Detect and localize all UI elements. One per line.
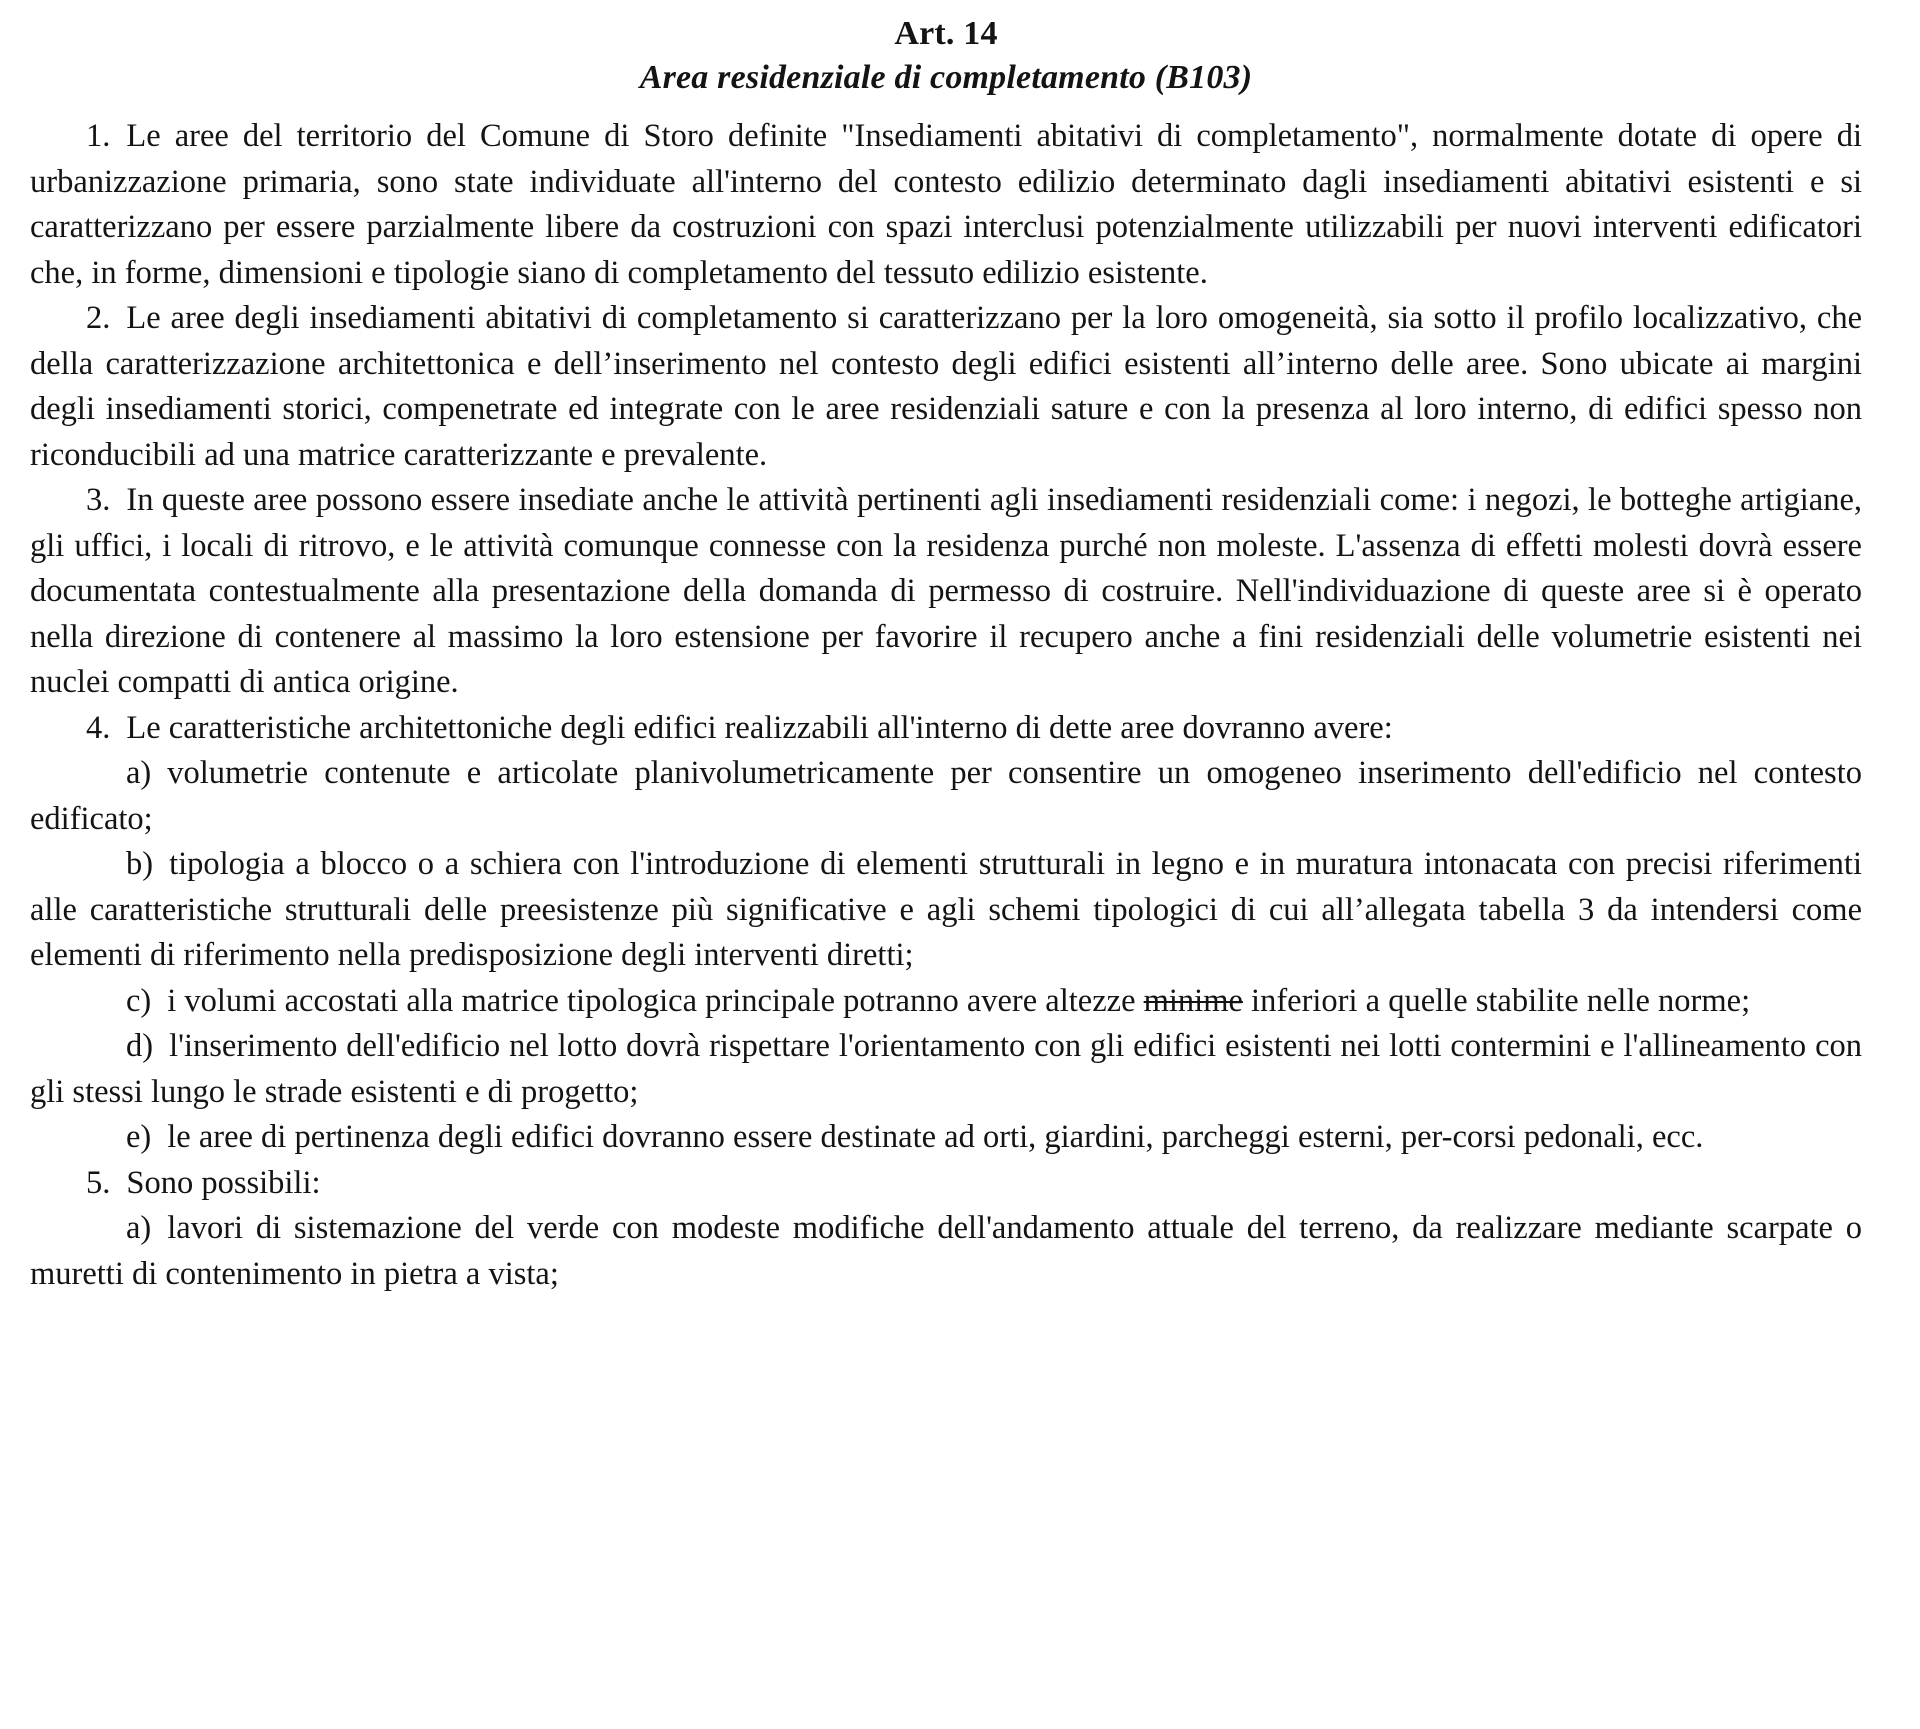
paragraph-clause-4-a xyxy=(30,751,1862,842)
paragraph-clause-4 xyxy=(30,706,1862,752)
paragraph-clause-5 xyxy=(30,1161,1862,1207)
struck-through-text: minime xyxy=(1143,982,1243,1019)
paragraph-clause-4-e xyxy=(30,1115,1862,1161)
paragraph-clause-1 xyxy=(30,114,1862,296)
paragraph-marker: b) xyxy=(126,846,154,883)
paragraph-text: tipologia a blocco o a schiera con l'introduzione di elementi strutturali in legno e in muratura intonacata con precisi riferimenti alle caratteristiche strutturali delle preesistenze più significative e agli schemi tipologici di cui all’allegata tabella 3 da intendersi come elementi di riferimento nella predisposizione degli interventi diretti; xyxy=(30,846,1862,974)
paragraph-text: volumetrie contenute e articolate planivolumetricamente per consentire un omogeneo inserimento dell'edificio nel contesto edificato; xyxy=(30,755,1862,837)
paragraph-clause-4-c xyxy=(30,979,1862,1025)
paragraph-text-before-strike: i volumi accostati alla matrice tipologica principale potranno avere altezze xyxy=(167,982,1144,1019)
paragraph-text: Le aree degli insediamenti abitativi di completamento si caratterizzano per la loro omogeneità, sia sotto il profilo localizzativo, che della caratterizzazione architettonica e dell’inserimento nel contesto degli edifici esistenti all’interno delle aree. Sono ubicate ai margini degli insediamenti storici, compenetrate ed integrate con le aree residenziali sature e con la presenza al loro interno, di edifici spesso non riconducibili ad una matrice caratterizzante e prevalente. xyxy=(30,300,1862,473)
article-title: Art. 14 xyxy=(894,15,998,52)
paragraph-text: Le caratteristiche architettoniche degli edifici realizzabili all'interno di dette aree dovranno avere: xyxy=(126,709,1393,746)
paragraph-text: Le aree del territorio del Comune di Storo definite "Insediamenti abitativi di completamento", normalmente dotate di opere di urbanizzazione primaria, sono state individuate all'interno del contesto edilizio determinato dagli insediamenti abitativi esistenti e si caratterizzano per essere parzialmente libere da costruzioni con spazi interclusi potenzialmente utilizzabili per nuovi interventi edificatori che, in forme, dimensioni e tipologie siano di completamento del tessuto edilizio esistente. xyxy=(30,118,1862,291)
paragraph-marker: 1. xyxy=(86,118,111,155)
paragraph-marker: a) xyxy=(126,755,152,792)
paragraph-clause-2 xyxy=(30,296,1862,478)
paragraph-marker: a) xyxy=(126,1210,152,1247)
paragraph-marker: c) xyxy=(126,982,152,1019)
paragraph-text: le aree di pertinenza degli edifici dovranno essere destinate ad orti, giardini, parcheggi esterni, per-corsi pedonali, ecc. xyxy=(167,1119,1704,1156)
paragraph-clause-5-a xyxy=(30,1206,1862,1297)
paragraph-clause-4-b xyxy=(30,842,1862,979)
paragraph-text-after-strike: inferiori a quelle stabilite nelle norme; xyxy=(1242,982,1751,1019)
paragraph-marker: e) xyxy=(126,1119,152,1156)
paragraph-text: In queste aree possono essere insediate anche le attività pertinenti agli insediamenti residenziali come: i negozi, le botteghe artigiane, gli uffici, i locali di ritrovo, e le attività comunque connesse con la residenza purché non moleste. L'assenza di effetti molesti dovrà essere documentata contestualmente alla presentazione della domanda di permesso di costruire. Nell'individuazione di queste aree si è operato nella direzione di contenere al massimo la loro estensione per favorire il recupero anche a fini residenziali delle volumetrie esistenti nei nuclei compatti di antica origine. xyxy=(30,482,1862,701)
document-body xyxy=(30,114,1862,1297)
article-subtitle: Area residenziale di completamento (B103) xyxy=(639,59,1253,97)
paragraph-text: Sono possibili: xyxy=(126,1164,321,1201)
paragraph-clause-4-d xyxy=(30,1024,1862,1115)
paragraph-clause-3 xyxy=(30,478,1862,706)
paragraph-marker: 2. xyxy=(86,300,111,337)
paragraph-marker: 5. xyxy=(86,1164,111,1201)
paragraph-marker: 4. xyxy=(86,709,111,746)
paragraph-marker: d) xyxy=(126,1028,154,1065)
paragraph-marker: 3. xyxy=(86,482,111,519)
paragraph-text: lavori di sistemazione del verde con modeste modifiche dell'andamento attuale del terreno, da realizzare mediante scarpate o muretti di contenimento in pietra a vista; xyxy=(30,1210,1862,1292)
paragraph-text: l'inserimento dell'edificio nel lotto dovrà rispettare l'orientamento con gli edifici esistenti nei lotti contermini e l'allineamento con gli stessi lungo le strade esistenti e di progetto; xyxy=(30,1028,1862,1110)
